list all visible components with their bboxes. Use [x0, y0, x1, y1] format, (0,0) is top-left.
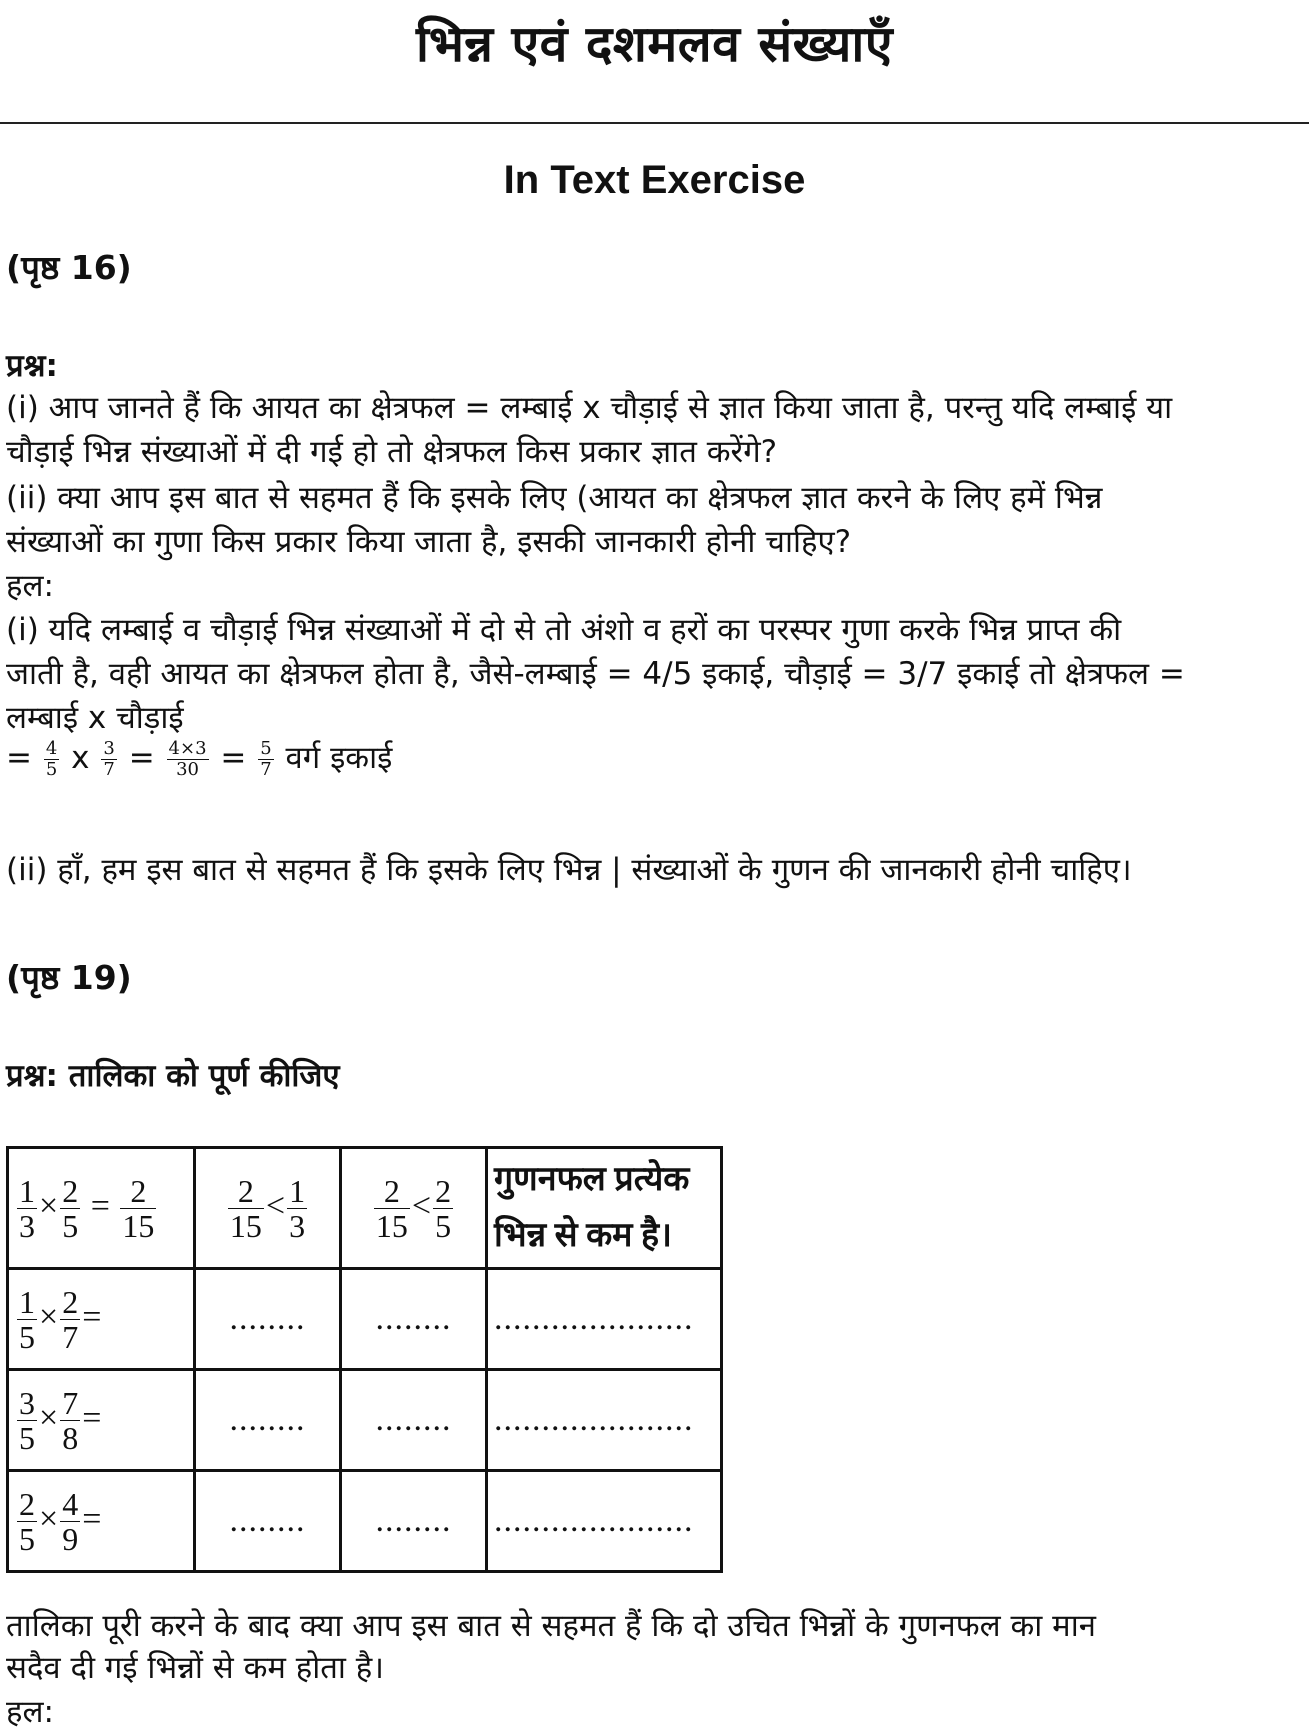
fraction-4-5: $\frac{4}{5}$: [45, 738, 58, 780]
fraction-result: $\frac{5}{7}$: [260, 738, 272, 780]
title-divider: [0, 122, 1309, 124]
question-1-line-1: (i) आप जानते हैं कि आयत का क्षेत्रफल = लम्बाई x चौड़ाई से ज्ञात किया जाता है, परन्तु यदि लम्बाई या: [6, 390, 1173, 426]
area-formula: [6, 736, 392, 779]
exercise-heading: In Text Exercise: [503, 158, 806, 202]
blank-cell: .....................: [487, 1471, 722, 1572]
table-row: $\frac{2}{5}$ × $\frac{4}{9}$ = ........ ........ .....................: [8, 1471, 722, 1572]
header-note-cell: गुणनफल प्रत्येक भिन्न से कम है।: [487, 1148, 722, 1269]
header-compare-1-cell: $\frac{2}{15}$ < $\frac{1}{3}$: [195, 1148, 341, 1269]
equals-sign: =: [128, 740, 155, 776]
blank-cell: ........: [195, 1269, 341, 1370]
answer-1-line-1: (i) यदि लम्बाई व चौड़ाई भिन्न संख्याओं में दो से तो अंशो व हरों का परस्पर गुणा करके भिन्न प्राप्त की: [6, 612, 1122, 648]
header-compare-2-cell: $\frac{2}{15}$ < $\frac{2}{5}$: [341, 1148, 487, 1269]
fraction-product: $\frac{4\times 3}{30}$: [168, 738, 207, 780]
answer-1-line-2: जाती है, वही आयत का क्षेत्रफल होता है, जैसे-लम्बाई = 4/5 इकाई, चौड़ाई = 3/7 इकाई तो क्षेत्रफल =: [6, 656, 1185, 692]
answer-1-line-3: लम्बाई x चौड़ाई: [6, 700, 184, 736]
table-row: $\frac{3}{5}$ × $\frac{7}{8}$ = ........ ........ .....................: [8, 1370, 722, 1471]
question-1-line-2: चौड़ाई भिन्न संख्याओं में दी गई हो तो क्षेत्रफल किस प्रकार ज्ञात करेंगे?: [6, 434, 778, 470]
question-2-line-2: संख्याओं का गुणा किस प्रकार किया जाता है, इसकी जानकारी होनी चाहिए?: [6, 524, 852, 560]
blank-cell: .....................: [487, 1370, 722, 1471]
equals-sign: =: [220, 740, 247, 776]
blank-cell: ........: [341, 1471, 487, 1572]
question-heading: प्रश्न:: [6, 348, 58, 384]
follow-up-line-2: सदैव दी गई भिन्नों से कम होता है।: [6, 1650, 385, 1686]
solution-heading: हल:: [6, 568, 54, 604]
follow-up-line-1: तालिका पूरी करने के बाद क्या आप इस बात से सहमत हैं कि दो उचित भिन्नों के गुणनफल का मान: [6, 1608, 1096, 1644]
fraction-3-7: $\frac{3}{7}$: [103, 738, 115, 780]
times-sign: x: [71, 740, 90, 776]
equals-sign: =: [6, 740, 32, 776]
page-title: भिन्न एवं दशमलव संख्याएँ: [415, 15, 894, 73]
table-row: $\frac{1}{5}$ × $\frac{2}{7}$ = ........ ........ .....................: [8, 1269, 722, 1370]
table-question: प्रश्न: तालिका को पूर्ण कीजिए: [6, 1058, 340, 1094]
question-2-line-1: (ii) क्या आप इस बात से सहमत हैं कि इसके लिए (आयत का क्षेत्रफल ज्ञात करने के लिए हमें भिन्न: [6, 480, 1103, 516]
fraction-product-table: [6, 1146, 723, 1573]
blank-cell: .....................: [487, 1269, 722, 1370]
solution-heading-2: हल:: [6, 1694, 54, 1730]
table-header-row: [8, 1148, 722, 1269]
blank-cell: ........: [195, 1471, 341, 1572]
blank-cell: ........: [341, 1370, 487, 1471]
blank-cell: ........: [195, 1370, 341, 1471]
page-ref-19: (पृष्ठ 19): [6, 958, 132, 997]
blank-cell: ........: [341, 1269, 487, 1370]
page-ref-16: (पृष्ठ 16): [6, 248, 132, 287]
answer-2: (ii) हाँ, हम इस बात से सहमत हैं कि इसके लिए भिन्न | संख्याओं के गुणन की जानकारी होनी चाहिए।: [6, 852, 1132, 888]
header-product-cell: $\frac{1}{3}$ × $\frac{2}{5}$ = $\frac{2}{15}$: [8, 1148, 195, 1269]
area-unit: वर्ग इकाई: [285, 740, 393, 776]
